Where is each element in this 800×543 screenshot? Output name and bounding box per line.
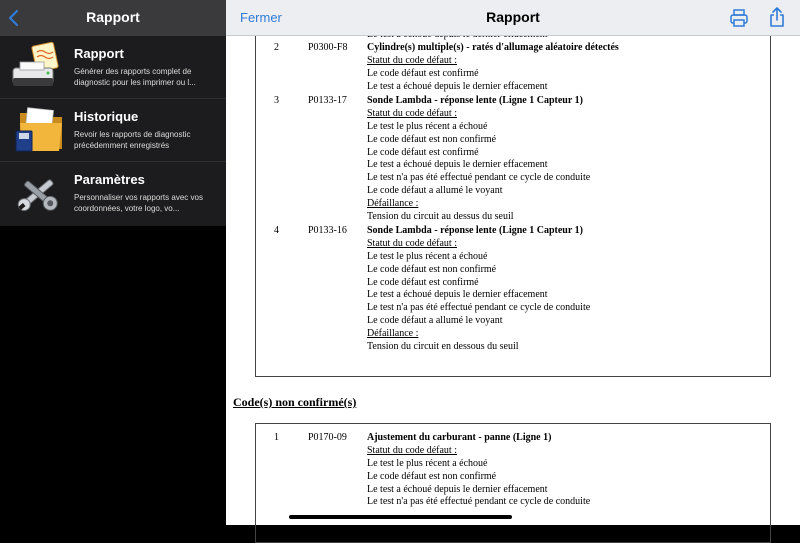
fault-code: P0133-16 [308, 225, 347, 236]
fault-code: P0170-09 [308, 432, 347, 443]
sidebar-item-rapport[interactable] [0, 36, 226, 99]
print-icon[interactable] [729, 8, 749, 28]
status-line: Le test le plus récent a échoué [367, 457, 488, 469]
status-line: Le test a échoué depuis le dernier effacement [367, 80, 548, 92]
report-document[interactable] [226, 36, 800, 525]
unconfirmed-codes-table [255, 423, 771, 543]
printer-report-icon [10, 42, 66, 92]
status-label: Statut du code défaut : [367, 54, 457, 66]
close-button[interactable]: Fermer [240, 10, 282, 25]
sidebar-item-description: Personnaliser vos rapports avec vos coordonnées, votre logo, vo... [74, 193, 203, 213]
fault-code: P0133-17 [308, 95, 347, 106]
failure-label: Défaillance : [367, 328, 419, 340]
sidebar-item-historique[interactable] [0, 99, 226, 162]
fault-title: Sonde Lambda - réponse lente (Ligne 1 Capteur 1) [367, 225, 583, 236]
sidebar-item-title: Paramètres [74, 172, 145, 187]
folder-history-icon [10, 105, 66, 155]
main-navbar [226, 0, 800, 36]
status-line: Le test n'a pas été effectué pendant ce cycle de conduite [367, 172, 591, 184]
fault-title: Cylindre(s) multiple(s) - ratés d'allumage aléatoire détectés [367, 42, 619, 53]
report-pane [226, 0, 800, 525]
sidebar-menu [0, 36, 226, 226]
fault-title: Ajustement du carburant - panne (Ligne 1) [367, 432, 552, 443]
fault-title: Sonde Lambda - réponse lente (Ligne 1 Capteur 1) [367, 95, 583, 106]
row-number: 3 [274, 95, 279, 106]
status-line: Le code défaut est confirmé [367, 146, 479, 158]
sidebar-item-parametres[interactable] [0, 162, 226, 226]
status-line: Le test le plus récent a échoué [367, 120, 488, 132]
status-line: Le code défaut est non confirmé [367, 470, 497, 482]
share-icon[interactable] [768, 6, 786, 28]
status-line: Le code défaut est confirmé [367, 276, 479, 288]
status-label: Statut du code défaut : [367, 444, 457, 456]
sidebar-item-title: Historique [74, 109, 139, 124]
status-line: Le code défaut est non confirmé [367, 263, 497, 275]
status-label: Statut du code défaut : [367, 237, 457, 249]
status-line: Le test a échoué depuis le dernier effacement [367, 159, 548, 171]
status-line: Le test le plus récent a échoué [367, 250, 488, 262]
status-line: Le code défaut a allumé le voyant [367, 185, 503, 197]
failure-label: Défaillance : [367, 198, 419, 210]
failure-text: Tension du circuit au dessus du seuil [367, 211, 514, 223]
confirmed-codes-table [255, 16, 771, 377]
status-line: Le code défaut est confirmé [367, 67, 479, 79]
status-line: Le code défaut est non confirmé [367, 133, 497, 145]
status-line: Le test a échoué depuis le dernier effacement [367, 483, 548, 495]
sidebar-item-description: Générer des rapports complet de diagnostic pour les imprimer ou l... [74, 67, 196, 87]
unconfirmed-codes-heading: Code(s) non confirmé(s) [233, 395, 357, 409]
row-number: 4 [274, 225, 279, 236]
status-line: Le code défaut a allumé le voyant [367, 315, 503, 327]
sidebar-navbar [0, 0, 226, 36]
status-line: Le test n'a pas été effectué pendant ce cycle de conduite [367, 496, 591, 508]
sidebar [0, 0, 226, 525]
tools-settings-icon [10, 168, 66, 218]
status-line: Le test a échoué depuis le dernier effacement [367, 289, 548, 301]
status-label: Statut du code défaut : [367, 107, 457, 119]
sidebar-item-title: Rapport [74, 46, 124, 61]
page-title: Rapport [486, 9, 540, 25]
fault-code: P0300-F8 [308, 42, 348, 53]
status-line: Le test n'a pas été effectué pendant ce cycle de conduite [367, 302, 591, 314]
sidebar-title: Rapport [86, 9, 140, 25]
sidebar-item-description: Revoir les rapports de diagnostic précédemment enregistrés [74, 130, 191, 150]
row-number: 2 [274, 42, 279, 53]
failure-text: Tension du circuit en dessous du seuil [367, 341, 519, 353]
home-indicator[interactable] [289, 515, 512, 519]
row-number: 1 [274, 432, 279, 443]
